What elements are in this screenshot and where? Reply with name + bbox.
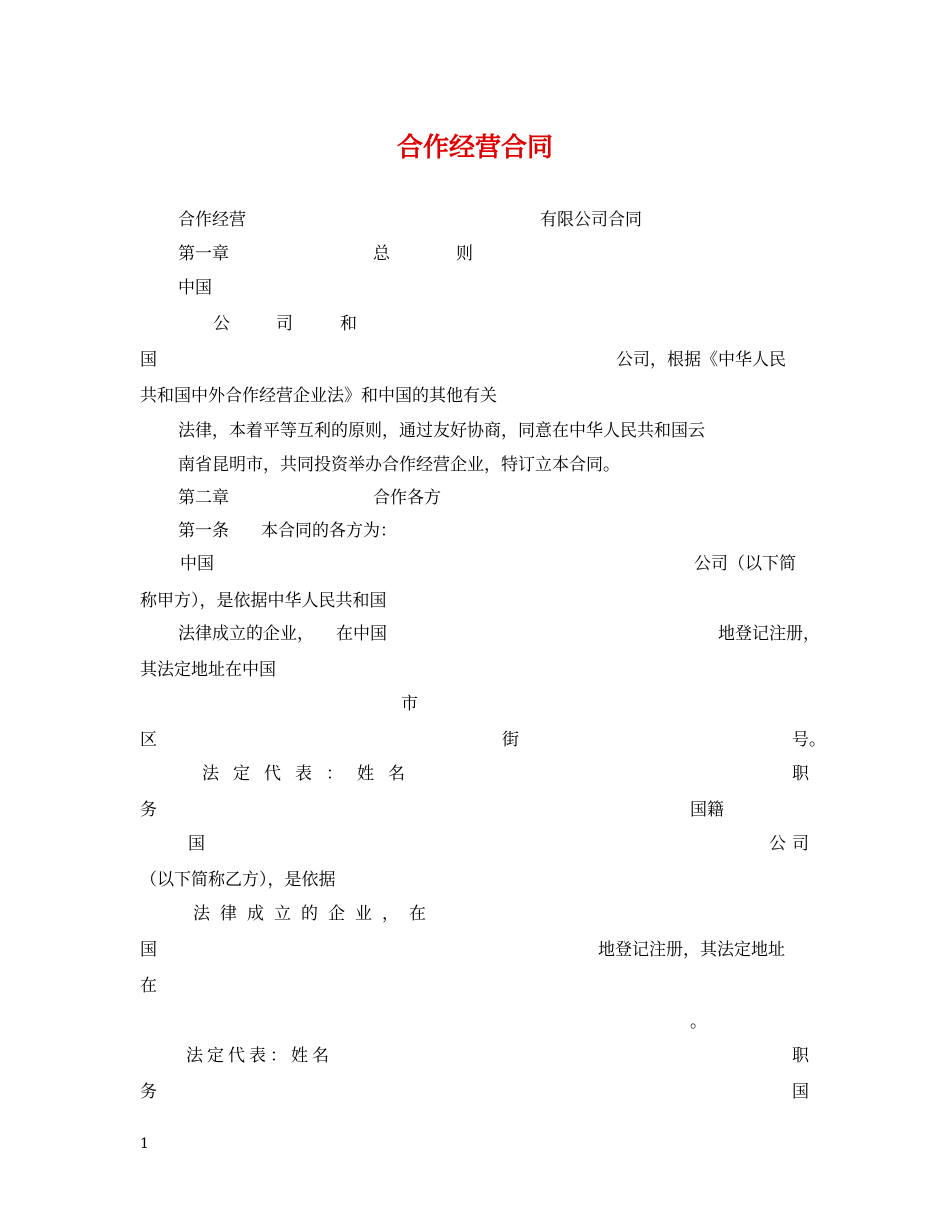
text-line: 南省昆明市，共同投资举办合作经营企业，特订立本合同。 (178, 455, 620, 475)
text-line: 称甲方），是依据中华人民共和国 (140, 591, 387, 611)
text-line: 务 (140, 1082, 157, 1102)
chapter-one-title-part2: 则 (456, 244, 473, 264)
text-line: 公司，根据《中华人民 (616, 350, 786, 370)
contract-name-suffix: 有限公司合同 (540, 210, 642, 230)
chapter-one-label: 第一章 (178, 244, 229, 264)
chapter-two-title: 合作各方 (373, 488, 441, 508)
text-line: 公司 (769, 834, 815, 854)
text-line: 国 (188, 834, 205, 854)
text-line: 法律成立的企业， (178, 624, 314, 644)
text-line: 法律成立的企业，在 (193, 904, 436, 924)
text-line: 和 (340, 314, 357, 334)
text-line: 在 (140, 976, 157, 996)
text-line: 中国 (178, 278, 212, 298)
legal-rep-label: 法定代表：姓名 (186, 1046, 333, 1066)
text-line: 国 (792, 1082, 809, 1102)
text-line: 共和国中外合作经营企业法》和中国的其他有关 (140, 386, 497, 406)
text-line: 街 (502, 730, 519, 750)
text-line: 地登记注册，其法定地址 (598, 940, 785, 960)
text-line: 司 (276, 314, 293, 334)
text-line: 中国 (180, 554, 214, 574)
text-line: 公司（以下简 (694, 554, 796, 574)
text-line: 职 (792, 1046, 809, 1066)
text-line: 区 (140, 730, 157, 750)
chapter-two-label: 第二章 (178, 488, 229, 508)
legal-rep-label: 法定代表：姓名 (202, 764, 419, 784)
text-line: （以下简称乙方），是依据 (140, 870, 336, 890)
article-one-text: 本合同的各方为： (261, 521, 397, 541)
contract-name-prefix: 合作经营 (178, 210, 246, 230)
document-title: 合作经营合同 (396, 133, 553, 163)
text-line: 市 (401, 694, 418, 714)
text-line: 职 (792, 764, 809, 784)
text-line: 。 (690, 1012, 707, 1032)
chapter-one-title-part1: 总 (373, 244, 390, 264)
article-one-label: 第一条 (178, 521, 229, 541)
text-line: 在中国 (336, 624, 387, 644)
text-line: 公 (213, 314, 230, 334)
text-line: 国籍 (690, 800, 724, 820)
text-line: 号。 (792, 730, 826, 750)
text-line: 其法定地址在中国 (140, 660, 276, 680)
text-line: 法律，本着平等互利的原则，通过友好协商，同意在中华人民共和国云 (178, 421, 705, 441)
text-line: 地登记注册， (718, 624, 820, 644)
text-line: 国 (140, 350, 157, 370)
text-line: 国 (140, 940, 157, 960)
page-number: 1 (140, 1136, 149, 1152)
text-line: 务 (140, 800, 157, 820)
